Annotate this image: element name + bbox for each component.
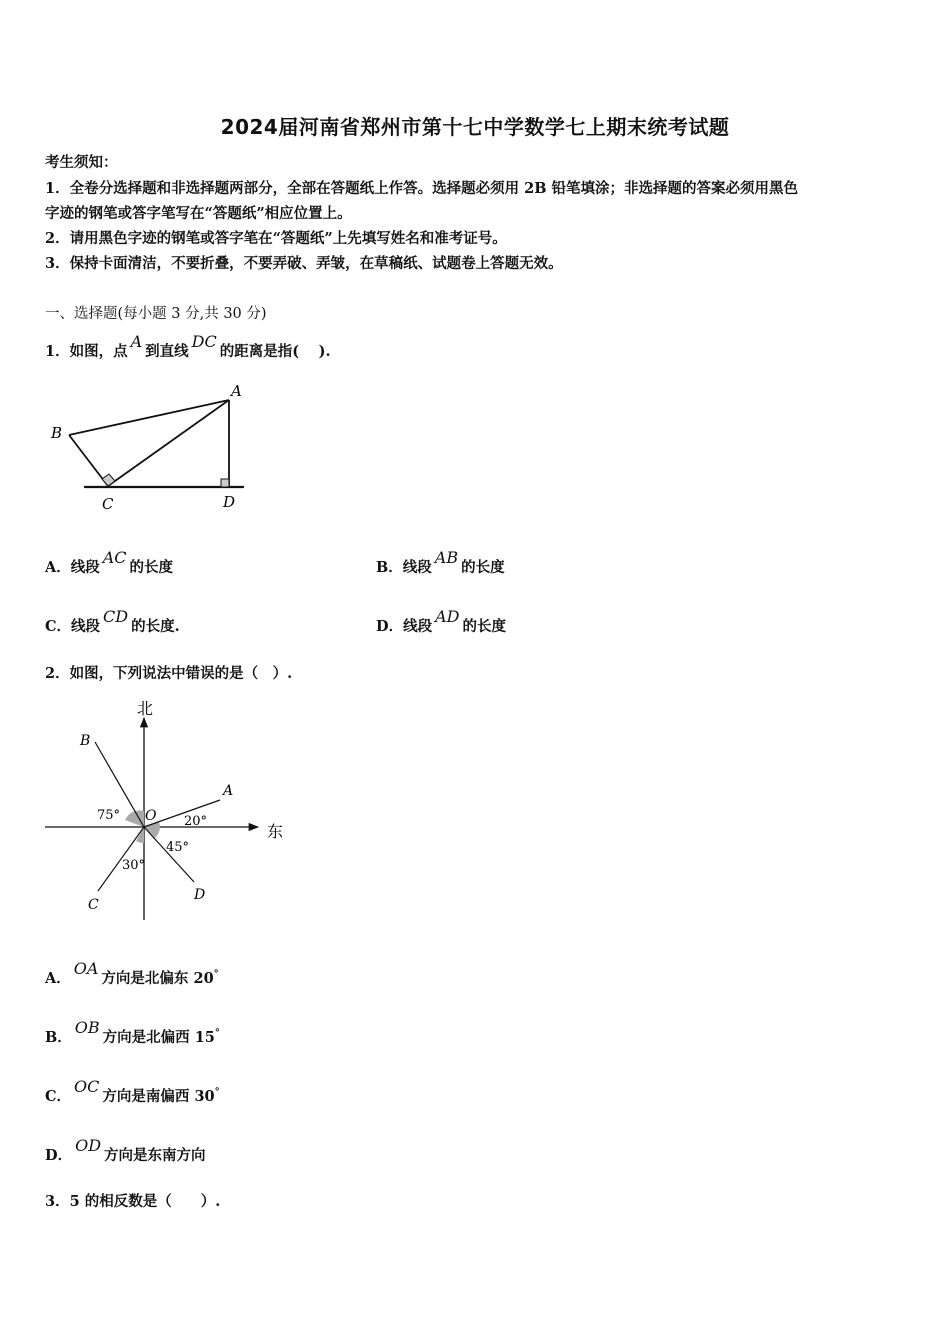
option-text: 方向是北偏西 15	[102, 1029, 215, 1046]
label-c: C	[102, 495, 114, 513]
question-3: 3．5 的相反数是（ ）.	[45, 1193, 221, 1210]
right-angle-c	[102, 474, 115, 486]
question-2: 2．如图，下列说法中错误的是（ ）.	[45, 665, 293, 682]
notice-line-2: 2．请用黑色字迹的钢笔或答字笔在“答题纸”上先填写姓名和准考证号。	[45, 230, 507, 247]
notice-line-1b: 字迹的钢笔或答字笔写在“答题纸”相应位置上。	[45, 205, 352, 222]
q1-var-dc: DC	[191, 332, 217, 351]
section-heading: 一、选择题(每小题 3 分,共 30 分)	[45, 306, 267, 322]
option-label: C．线段	[45, 618, 101, 635]
option-text: 的长度.	[131, 618, 180, 635]
q1-figure	[40, 378, 260, 518]
q1-option-a	[45, 548, 174, 577]
label-b: B	[51, 424, 63, 442]
option-var: AB	[434, 548, 459, 567]
option-label: A．线段	[45, 559, 100, 576]
q2-option-d	[45, 1136, 206, 1165]
q1-text-post: 的距离是指( ).	[219, 343, 331, 360]
q1-text-pre: 1．如图，点	[45, 343, 128, 360]
option-label: B．	[45, 1029, 72, 1046]
option-var: AD	[435, 607, 460, 626]
q2-option-a	[45, 959, 219, 988]
option-text: 的长度	[462, 618, 506, 635]
q2-figure	[40, 695, 300, 925]
option-label: D．	[45, 1147, 73, 1164]
option-var: OA	[73, 959, 99, 978]
option-text: 的长度	[461, 559, 505, 576]
label-angle-30: 30°	[122, 858, 146, 873]
label-north: 北	[137, 699, 154, 718]
notice-heading: 考生须知：	[45, 154, 118, 171]
label-c: C	[88, 897, 99, 913]
label-a: A	[231, 382, 242, 400]
right-angle-d	[221, 479, 229, 487]
label-o: O	[145, 808, 157, 824]
q1-var-a: A	[130, 332, 143, 351]
option-text: 的长度	[129, 559, 174, 576]
label-angle-75: 75°	[97, 808, 121, 823]
label-a: A	[223, 783, 234, 799]
option-text: 方向是北偏东 20	[101, 970, 214, 987]
q2-option-b	[45, 1018, 220, 1047]
q1-text-mid: 到直线	[145, 343, 189, 360]
label-b: B	[80, 733, 91, 749]
q1-option-c	[45, 607, 180, 636]
degree-sign: °	[214, 1087, 220, 1098]
option-label: D．线段	[376, 618, 433, 635]
option-var: CD	[103, 607, 129, 626]
page-title: 2024届河南省郑州市第十七中学数学七上期末统考试题	[220, 115, 730, 139]
degree-sign: °	[214, 1028, 220, 1039]
option-label: A．	[45, 970, 71, 987]
angle-75-sector	[125, 810, 144, 827]
label-east: 东	[267, 822, 284, 841]
option-var: OC	[74, 1077, 100, 1096]
degree-sign: °	[213, 969, 219, 980]
q2-option-c	[45, 1077, 220, 1106]
option-var: OB	[74, 1018, 100, 1037]
q1-option-b	[376, 548, 505, 577]
label-angle-20: 20°	[184, 814, 208, 829]
option-text: 方向是南偏西 30	[102, 1088, 215, 1105]
option-label: C．	[45, 1088, 72, 1105]
label-angle-45: 45°	[166, 840, 190, 855]
option-text: 方向是东南方向	[104, 1147, 206, 1164]
label-d: D	[223, 493, 236, 511]
option-label: B．线段	[376, 559, 432, 576]
notice-line-1: 1．全卷分选择题和非选择题两部分，全部在答题纸上作答。选择题必须用 2B 铅笔填涂；非选择题的答案必须用黑色	[45, 180, 799, 197]
option-var: AC	[102, 548, 127, 567]
notice-line-3: 3．保持卡面清洁，不要折叠，不要弄破、弄皱，在草稿纸、试题卷上答题无效。	[45, 255, 563, 272]
question-1	[45, 332, 331, 361]
option-var: OD	[75, 1136, 102, 1155]
label-d: D	[194, 887, 206, 903]
q1-option-d	[376, 607, 506, 636]
